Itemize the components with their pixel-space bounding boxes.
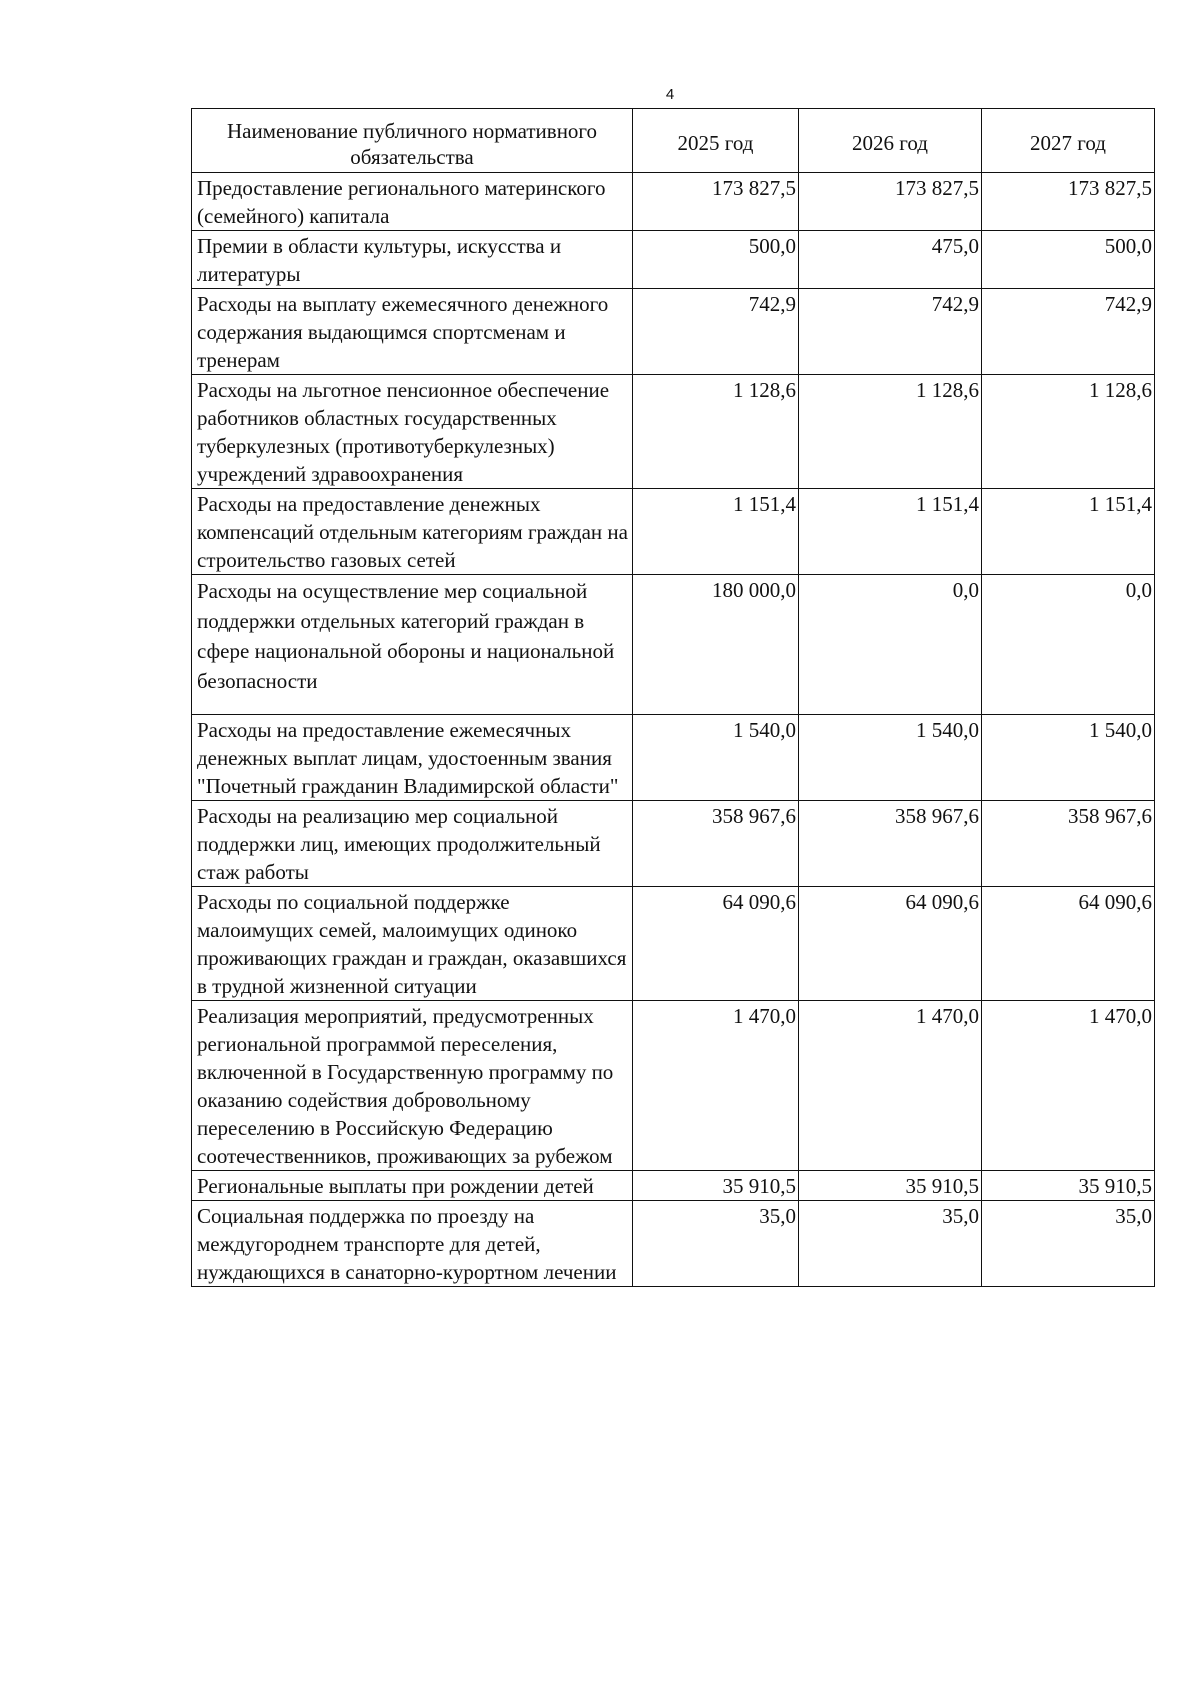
table-header xyxy=(192,109,1155,173)
amount-2026: 64 090,6 xyxy=(799,887,982,1001)
table-row xyxy=(192,231,1155,289)
amount-2026: 475,0 xyxy=(799,231,982,289)
obligation-name: Премии в области культуры, искусства и литературы xyxy=(192,231,633,289)
table-row xyxy=(192,1171,1155,1201)
table-row xyxy=(192,289,1155,375)
obligation-name: Региональные выплаты при рождении детей xyxy=(192,1171,633,1201)
obligation-name: Расходы на предоставление ежемесячных денежных выплат лицам, удостоенным звания "Почетный гражданин Владимирской области" xyxy=(192,715,633,801)
obligation-name: Предоставление регионального материнского (семейного) капитала xyxy=(192,173,633,231)
amount-2027: 173 827,5 xyxy=(982,173,1155,231)
table-row xyxy=(192,801,1155,887)
obligation-name: Расходы на осуществление мер социальной поддержки отдельных категорий граждан в сфере национальной обороны и национальной безопасности xyxy=(192,575,633,715)
obligation-name: Расходы на льготное пенсионное обеспечение работников областных государственных туберкулезных (противотуберкулезных) учреждений здравоохранения xyxy=(192,375,633,489)
amount-2027: 1 128,6 xyxy=(982,375,1155,489)
amount-2027: 742,9 xyxy=(982,289,1155,375)
amount-2025: 1 151,4 xyxy=(633,489,799,575)
table-row xyxy=(192,1201,1155,1287)
obligation-name: Расходы по социальной поддержке малоимущих семей, малоимущих одиноко проживающих граждан и граждан, оказавшихся в трудной жизненной ситуации xyxy=(192,887,633,1001)
amount-2025: 500,0 xyxy=(633,231,799,289)
page-number: 4 xyxy=(665,86,675,103)
amount-2027: 1 540,0 xyxy=(982,715,1155,801)
table-row xyxy=(192,375,1155,489)
amount-2026: 1 128,6 xyxy=(799,375,982,489)
header-year-2025: 2025 год xyxy=(633,109,799,173)
amount-2027: 500,0 xyxy=(982,231,1155,289)
amount-2027: 64 090,6 xyxy=(982,887,1155,1001)
amount-2027: 1 470,0 xyxy=(982,1001,1155,1171)
amount-2025: 173 827,5 xyxy=(633,173,799,231)
amount-2026: 0,0 xyxy=(799,575,982,715)
obligation-name: Расходы на предоставление денежных компенсаций отдельным категориям граждан на строительство газовых сетей xyxy=(192,489,633,575)
obligation-name: Расходы на реализацию мер социальной поддержки лиц, имеющих продолжительный стаж работы xyxy=(192,801,633,887)
amount-2025: 35 910,5 xyxy=(633,1171,799,1201)
obligation-name: Реализация мероприятий, предусмотренных региональной программой переселения, включенной в Государственную программу по оказанию содействия добровольному переселению в Российскую Федерацию соотечественников, проживающих за рубежом xyxy=(192,1001,633,1171)
amount-2027: 35,0 xyxy=(982,1201,1155,1287)
amount-2025: 1 128,6 xyxy=(633,375,799,489)
table-row xyxy=(192,887,1155,1001)
amount-2027: 35 910,5 xyxy=(982,1171,1155,1201)
amount-2027: 0,0 xyxy=(982,575,1155,715)
table-body xyxy=(192,173,1155,1287)
table-row xyxy=(192,173,1155,231)
amount-2027: 1 151,4 xyxy=(982,489,1155,575)
table-row xyxy=(192,575,1155,715)
amount-2026: 742,9 xyxy=(799,289,982,375)
amount-2025: 1 470,0 xyxy=(633,1001,799,1171)
amount-2026: 35,0 xyxy=(799,1201,982,1287)
obligation-name: Расходы на выплату ежемесячного денежного содержания выдающимся спортсменам и тренерам xyxy=(192,289,633,375)
amount-2026: 173 827,5 xyxy=(799,173,982,231)
amount-2025: 64 090,6 xyxy=(633,887,799,1001)
amount-2025: 180 000,0 xyxy=(633,575,799,715)
amount-2025: 1 540,0 xyxy=(633,715,799,801)
amount-2026: 35 910,5 xyxy=(799,1171,982,1201)
table-row xyxy=(192,715,1155,801)
amount-2026: 1 151,4 xyxy=(799,489,982,575)
table-row xyxy=(192,489,1155,575)
header-row xyxy=(192,109,1155,173)
header-year-2026: 2026 год xyxy=(799,109,982,173)
obligation-name: Социальная поддержка по проезду на междугороднем транспорте для детей, нуждающихся в санаторно-курортном лечении xyxy=(192,1201,633,1287)
header-obligation-name: Наименование публичного нормативного обязательства xyxy=(192,109,633,173)
amount-2026: 1 540,0 xyxy=(799,715,982,801)
table-row xyxy=(192,1001,1155,1171)
public-obligations-table xyxy=(191,108,1155,1287)
amount-2026: 1 470,0 xyxy=(799,1001,982,1171)
amount-2026: 358 967,6 xyxy=(799,801,982,887)
header-year-2027: 2027 год xyxy=(982,109,1155,173)
amount-2025: 742,9 xyxy=(633,289,799,375)
amount-2025: 35,0 xyxy=(633,1201,799,1287)
amount-2027: 358 967,6 xyxy=(982,801,1155,887)
amount-2025: 358 967,6 xyxy=(633,801,799,887)
